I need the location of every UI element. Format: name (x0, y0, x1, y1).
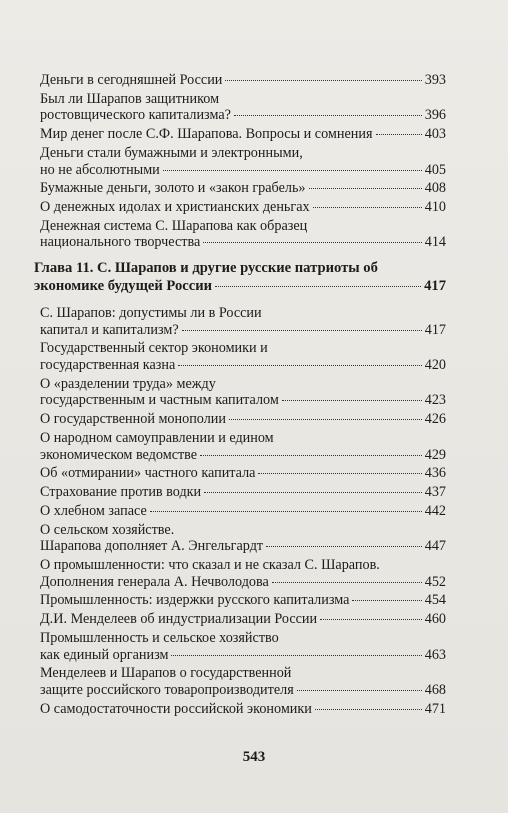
dot-leader (272, 582, 422, 583)
toc-entry-text: Менделеев и Шарапов о государственной (40, 665, 292, 682)
toc-page-number: 417 (424, 277, 446, 294)
dot-leader (282, 400, 422, 401)
dot-leader (204, 492, 422, 493)
toc-entry (34, 91, 446, 124)
toc-entry (34, 557, 446, 590)
toc-page-number: 403 (424, 126, 446, 143)
toc-entry-text: О сельском хозяйстве. (40, 521, 175, 538)
toc-page-number: 423 (424, 392, 446, 409)
table-of-contents (34, 72, 446, 720)
toc-entry-text: О промышленности: что сказал и не сказал С. Шарапов. (40, 557, 380, 574)
dot-leader (225, 80, 421, 81)
toc-entry-text: О «разделении труда» между (40, 375, 216, 392)
toc-entry (34, 218, 446, 251)
dot-leader (352, 600, 421, 601)
dot-leader (258, 473, 421, 474)
toc-entry (34, 126, 446, 143)
toc-page-number: 436 (424, 465, 446, 482)
toc-entry-text: государственная казна (40, 357, 176, 374)
toc-entry-text: ростовщического капитализма? (40, 107, 231, 124)
toc-page-number: 420 (424, 357, 446, 374)
toc-page-number: 463 (424, 646, 446, 663)
toc-page-number: 452 (424, 573, 446, 590)
toc-entry-text: Деньги в сегодняшней России (40, 72, 223, 88)
toc-entry-text: О народном самоуправлении и едином (40, 429, 274, 446)
toc-entry (34, 72, 446, 89)
toc-entry-text: как единый организм (40, 646, 169, 663)
dot-leader (178, 365, 421, 366)
dot-leader (309, 188, 422, 189)
dot-leader (297, 690, 422, 691)
toc-entry (34, 180, 446, 197)
toc-entry-text: экономике будущей России (34, 277, 213, 294)
toc-entry-text: Промышленность: издержки русского капитализма (40, 592, 350, 609)
page-number: 543 (242, 749, 266, 765)
toc-entry-text: Д.И. Менделеев об индустриализации России (40, 611, 318, 628)
dot-leader (150, 511, 422, 512)
dot-leader (215, 286, 421, 287)
toc-page-number: 410 (424, 199, 446, 216)
toc-page-number: 468 (424, 681, 446, 698)
toc-entry-text: О денежных идолах и христианских деньгах (40, 199, 310, 216)
dot-leader (313, 207, 422, 208)
toc-entry-text: Был ли Шарапов защитником (40, 90, 220, 107)
toc-entry-text: Государственный сектор экономики и (40, 340, 268, 357)
toc-entry-text: О самодостаточности российской экономики (40, 700, 312, 717)
toc-page-number: 426 (424, 411, 446, 428)
toc-entry (34, 484, 446, 501)
toc-page-number: 471 (424, 700, 446, 717)
toc-entry (34, 340, 446, 373)
dot-leader (200, 455, 422, 456)
toc-entry-text: Бумажные деньги, золото и «закон грабель» (40, 180, 306, 197)
toc-entry (34, 701, 446, 718)
toc-page-number: 414 (424, 234, 446, 251)
toc-entry-text: Денежная система С. Шарапова как образец (40, 217, 308, 234)
toc-page-number: 447 (424, 538, 446, 555)
toc-page-number: 396 (424, 107, 446, 124)
toc-page-number: 454 (424, 592, 446, 609)
dot-leader (182, 330, 422, 331)
dot-leader (376, 134, 422, 135)
toc-entry-text: Страхование против водки (40, 484, 202, 501)
toc-entry-text: но не абсолютными (40, 161, 160, 178)
toc-page-number: 393 (424, 72, 446, 88)
toc-entry-text: капитал и капитализм? (40, 321, 179, 338)
toc-entry-text: защите российского товаропроизводителя (40, 681, 294, 698)
toc-entry (34, 411, 446, 428)
toc-entry-text: Об «отмирании» частного капитала (40, 465, 256, 482)
toc-entry (34, 611, 446, 628)
toc-page-number: 417 (424, 321, 446, 338)
toc-entry (34, 305, 446, 338)
toc-page-number: 442 (424, 502, 446, 519)
toc-entry-text: Мир денег после С.Ф. Шарапова. Вопросы и сомнения (40, 126, 373, 143)
toc-entry (34, 465, 446, 482)
dot-leader (315, 709, 422, 710)
dot-leader (266, 546, 422, 547)
toc-page-number: 429 (424, 446, 446, 463)
toc-entry-text: Деньги стали бумажными и электронными, (40, 144, 303, 161)
toc-entry (34, 630, 446, 663)
toc-entry-text: О хлебном запасе (40, 502, 147, 519)
dot-leader (203, 242, 421, 243)
toc-entry-text: национального творчества (40, 234, 201, 251)
toc-entry (34, 665, 446, 698)
toc-entry (34, 376, 446, 409)
dot-leader (234, 115, 422, 116)
toc-entry (34, 145, 446, 178)
toc-chapter-heading (34, 260, 446, 295)
toc-entry (34, 522, 446, 555)
toc-entry-text: Дополнения генерала А. Нечволодова (40, 573, 269, 590)
toc-page-number: 437 (424, 484, 446, 501)
toc-page-number: 405 (424, 161, 446, 178)
toc-entry-text: государственным и частным капиталом (40, 392, 279, 409)
toc-entry-text: Шарапова дополняет А. Энгельгардт (40, 538, 264, 555)
toc-page-number: 408 (424, 180, 446, 197)
toc-entry (34, 592, 446, 609)
toc-entry-text: Глава 11. С. Шарапов и другие русские патриоты об (34, 260, 378, 277)
dot-leader (171, 655, 421, 656)
dot-leader (163, 170, 422, 171)
toc-entry-text: экономическом ведомстве (40, 446, 198, 463)
toc-entry (34, 199, 446, 216)
dot-leader (229, 419, 422, 420)
toc-entry (34, 503, 446, 520)
toc-entry-text: С. Шарапов: допустимы ли в России (40, 305, 262, 322)
toc-page-number: 460 (424, 611, 446, 628)
dot-leader (320, 619, 422, 620)
toc-entry-text: О государственной монополии (40, 411, 226, 428)
toc-entry (34, 430, 446, 463)
toc-entry-text: Промышленность и сельское хозяйство (40, 630, 279, 646)
